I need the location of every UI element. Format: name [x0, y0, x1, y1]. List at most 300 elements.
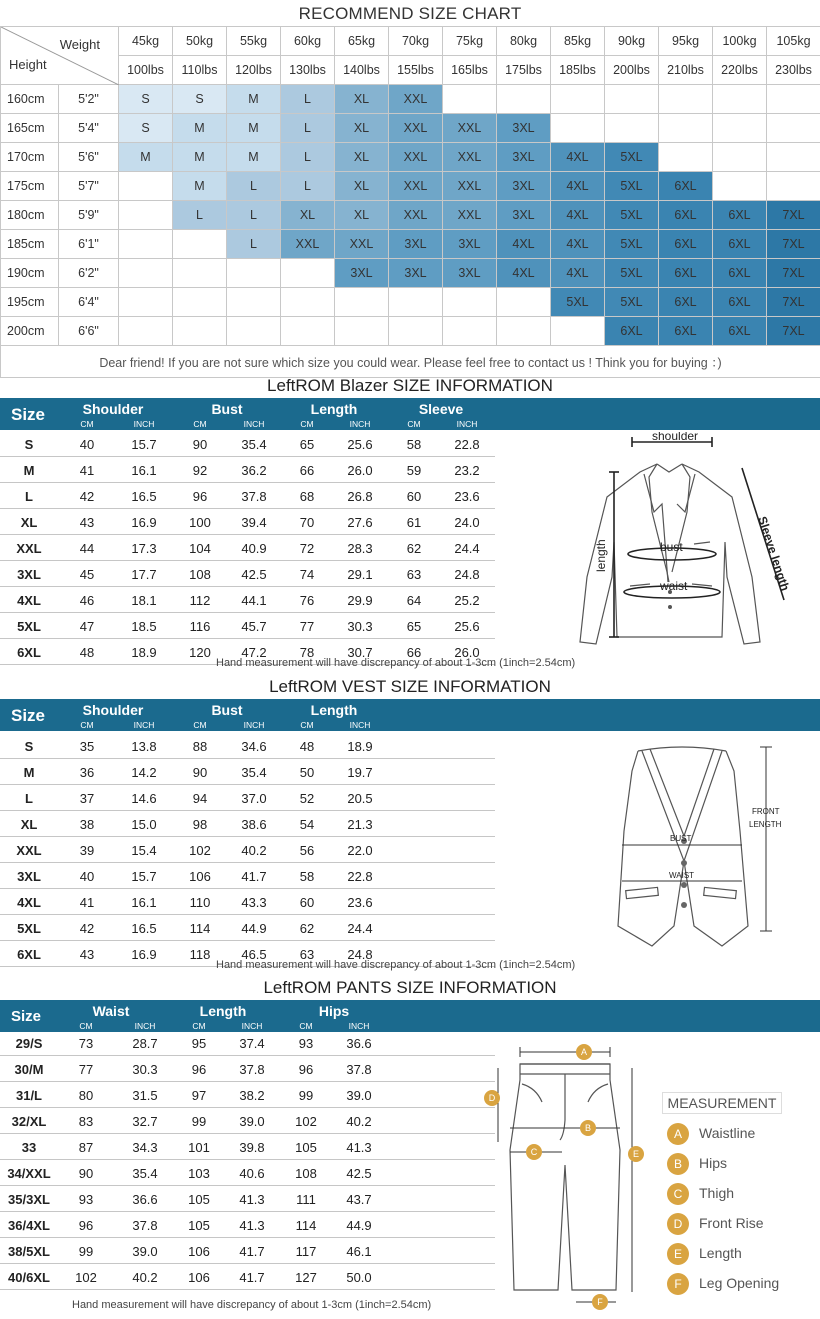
size-cell: [335, 317, 389, 346]
value-cell: 66: [406, 644, 422, 660]
size-cell: S: [119, 114, 173, 143]
value-cell: 24.4: [347, 920, 373, 936]
size-cell: XXL: [389, 172, 443, 201]
table-row: [0, 785, 495, 811]
pants-section: [0, 978, 820, 1319]
value-cell: 15.0: [131, 816, 157, 832]
size-label: 6XL: [17, 946, 41, 962]
value-cell: 39.0: [346, 1087, 372, 1103]
size-label: S: [24, 436, 34, 452]
value-cell: 37.0: [241, 790, 267, 806]
size-cell: [443, 85, 497, 114]
unit-inch: INCH: [133, 720, 155, 730]
table-row: [1, 259, 820, 288]
value-cell: 18.9: [347, 738, 373, 754]
value-cell: 72: [299, 540, 315, 556]
value-cell: 36.6: [132, 1191, 158, 1207]
weight-kg: 80kg: [497, 27, 551, 56]
vest-bust-label: BUST: [670, 834, 692, 843]
size-cell: XXL: [389, 114, 443, 143]
value-cell: 104: [189, 540, 211, 556]
value-cell: 90: [78, 1165, 94, 1181]
size-cell: [389, 288, 443, 317]
value-cell: 24.8: [347, 946, 373, 962]
value-cell: 42.5: [346, 1165, 372, 1181]
value-cell: 108: [295, 1165, 317, 1181]
value-cell: 60: [299, 894, 315, 910]
legend-label: Front Rise: [699, 1215, 764, 1231]
table-row: [0, 733, 495, 759]
table-row: [1, 288, 820, 317]
size-cell: [119, 317, 173, 346]
value-cell: 101: [188, 1139, 210, 1155]
height-cm: 190cm: [1, 259, 59, 288]
value-cell: 60: [406, 488, 422, 504]
size-label: L: [25, 790, 33, 806]
value-cell: 37.8: [132, 1217, 158, 1233]
table-row: [0, 863, 495, 889]
size-cell: XL: [335, 114, 389, 143]
size-cell: [227, 317, 281, 346]
value-cell: 16.1: [131, 462, 157, 478]
value-cell: 22.8: [347, 868, 373, 884]
size-cell: M: [227, 85, 281, 114]
size-cell: [281, 317, 335, 346]
size-cell: 4XL: [551, 259, 605, 288]
vest-note: Hand measurement will have discrepancy of about 1-3cm (1inch=2.54cm): [216, 959, 576, 971]
blazer-section: [0, 376, 820, 676]
size-cell: 5XL: [551, 288, 605, 317]
height-ft: 5'6": [59, 143, 119, 172]
table-row: [0, 509, 495, 535]
height-cm: 180cm: [1, 201, 59, 230]
weight-lbs: 155lbs: [389, 56, 443, 85]
value-cell: 61: [406, 514, 422, 530]
value-cell: 41: [79, 894, 95, 910]
header-row-lbs: [1, 56, 820, 85]
value-cell: 47.2: [241, 644, 267, 660]
size-cell: XXL: [443, 172, 497, 201]
height-cm: 170cm: [1, 143, 59, 172]
bust-label: bust: [660, 540, 683, 554]
value-cell: 40: [79, 868, 95, 884]
value-cell: 27.6: [347, 514, 373, 530]
size-header: Size: [11, 706, 46, 725]
value-cell: 39.0: [239, 1113, 265, 1129]
size-cell: [227, 288, 281, 317]
column-header: Sleeve: [418, 401, 464, 417]
value-cell: 39: [79, 842, 95, 858]
size-cell: 7XL: [767, 288, 820, 317]
legend-label: Thigh: [699, 1185, 735, 1201]
size-label: L: [25, 488, 33, 504]
size-cell: 3XL: [443, 259, 497, 288]
value-cell: 36.6: [346, 1035, 372, 1051]
size-label: 31/L: [15, 1087, 42, 1103]
value-cell: 77: [299, 618, 315, 634]
value-cell: 127: [295, 1269, 317, 1285]
pants-note: Hand measurement will have discrepancy of about 1-3cm (1inch=2.54cm): [72, 1299, 432, 1311]
value-cell: 23.6: [347, 894, 373, 910]
value-cell: 100: [189, 514, 211, 530]
vest-waist-label: WAIST: [669, 871, 695, 880]
weight-kg: 50kg: [173, 27, 227, 56]
value-cell: 96: [191, 1061, 207, 1077]
table-row: [1, 317, 820, 346]
value-cell: 106: [189, 868, 211, 884]
unit-inch: INCH: [241, 1021, 263, 1031]
unit-cm: CM: [407, 419, 421, 429]
value-cell: 108: [189, 566, 211, 582]
table-row: [0, 1160, 495, 1186]
size-cell: [767, 172, 820, 201]
size-label: 6XL: [17, 644, 41, 660]
value-cell: 117: [295, 1243, 317, 1259]
size-cell: 5XL: [605, 259, 659, 288]
value-cell: 26.0: [347, 462, 373, 478]
unit-cm: CM: [299, 1021, 313, 1031]
size-cell: XXL: [443, 201, 497, 230]
value-cell: 64: [406, 592, 422, 608]
value-cell: 39.0: [132, 1243, 158, 1259]
value-cell: 65: [406, 618, 422, 634]
legend-badge: C: [667, 1183, 689, 1205]
size-label: 5XL: [17, 920, 41, 936]
value-cell: 37: [79, 790, 95, 806]
sleeve-length-label: Sleeve length: [755, 514, 793, 593]
value-cell: 43: [79, 946, 95, 962]
size-label: 36/4XL: [8, 1217, 50, 1233]
table-row: [0, 1082, 495, 1108]
size-cell: [659, 143, 713, 172]
unit-cm: CM: [193, 720, 207, 730]
height-ft: 5'9": [59, 201, 119, 230]
size-label: XL: [20, 816, 38, 832]
size-cell: 3XL: [497, 172, 551, 201]
size-cell: 6XL: [659, 230, 713, 259]
height-label: Height: [9, 57, 47, 72]
size-cell: XL: [281, 201, 335, 230]
value-cell: 24.0: [454, 514, 480, 530]
waist-label: waist: [660, 579, 688, 593]
size-label: 40/6XL: [8, 1269, 50, 1285]
value-cell: 90: [192, 764, 208, 780]
value-cell: 24.4: [454, 540, 480, 556]
value-cell: 102: [189, 842, 211, 858]
value-cell: 37.8: [346, 1061, 372, 1077]
column-header: Length: [310, 401, 358, 417]
value-cell: 96: [78, 1217, 94, 1233]
size-cell: L: [281, 172, 335, 201]
value-cell: 26.8: [347, 488, 373, 504]
badge-d: D: [488, 1093, 496, 1103]
column-header: Bust: [211, 702, 243, 718]
value-cell: 98: [192, 816, 208, 832]
value-cell: 17.7: [131, 566, 157, 582]
weight-kg: 105kg: [767, 27, 820, 56]
unit-cm: CM: [300, 720, 314, 730]
size-cell: XXL: [389, 85, 443, 114]
value-cell: 43: [79, 514, 95, 530]
value-cell: 97: [191, 1087, 207, 1103]
value-cell: 59: [406, 462, 422, 478]
value-cell: 96: [192, 488, 208, 504]
size-label: 32/XL: [11, 1113, 47, 1129]
value-cell: 41.3: [239, 1217, 265, 1233]
value-cell: 44: [79, 540, 95, 556]
size-cell: 6XL: [713, 317, 767, 346]
size-cell: [443, 288, 497, 317]
table-row: [0, 431, 495, 457]
value-cell: 26.0: [454, 644, 480, 660]
value-cell: 40: [79, 436, 95, 452]
value-cell: 76: [299, 592, 315, 608]
size-cell: 3XL: [497, 143, 551, 172]
badge-a: A: [580, 1047, 588, 1057]
value-cell: 44.9: [346, 1217, 372, 1233]
height-ft: 5'7": [59, 172, 119, 201]
size-cell: [551, 85, 605, 114]
size-cell: XL: [335, 201, 389, 230]
size-cell: [443, 317, 497, 346]
value-cell: 36.2: [241, 462, 267, 478]
value-cell: 105: [188, 1191, 210, 1207]
value-cell: 46.1: [346, 1243, 372, 1259]
pants-header-bar: [0, 1000, 820, 1032]
table-row: [0, 759, 495, 785]
value-cell: 37.4: [239, 1035, 265, 1051]
value-cell: 52: [299, 790, 315, 806]
size-cell: 3XL: [389, 230, 443, 259]
weight-kg: 95kg: [659, 27, 713, 56]
size-cell: S: [173, 85, 227, 114]
unit-inch: INCH: [243, 419, 265, 429]
table-row: [0, 1238, 495, 1264]
badge-f: F: [597, 1297, 603, 1307]
value-cell: 40.2: [346, 1113, 372, 1129]
value-cell: 114: [295, 1217, 317, 1233]
value-cell: 68: [299, 488, 315, 504]
size-label: XXL: [16, 540, 42, 556]
legend-label: Leg Opening: [699, 1275, 780, 1291]
size-cell: L: [227, 172, 281, 201]
value-cell: 45: [79, 566, 95, 582]
table-row: [0, 915, 495, 941]
value-cell: 13.8: [131, 738, 157, 754]
size-label: 38/5XL: [8, 1243, 50, 1259]
legend-badge: E: [667, 1243, 689, 1265]
value-cell: 16.1: [131, 894, 157, 910]
table-row: [1, 201, 820, 230]
height-ft: 6'6": [59, 317, 119, 346]
size-cell: M: [173, 143, 227, 172]
table-row: [1, 114, 820, 143]
size-cell: 6XL: [605, 317, 659, 346]
size-cell: L: [281, 143, 335, 172]
value-cell: 21.3: [347, 816, 373, 832]
value-cell: 83: [78, 1113, 94, 1129]
unit-cm: CM: [79, 1021, 93, 1031]
value-cell: 41.7: [239, 1243, 265, 1259]
size-cell: [497, 85, 551, 114]
height-cm: 165cm: [1, 114, 59, 143]
size-cell: [173, 230, 227, 259]
length-label: length: [594, 539, 608, 572]
value-cell: 37.8: [239, 1061, 265, 1077]
unit-cm: CM: [300, 419, 314, 429]
table-row: [0, 613, 495, 639]
value-cell: 112: [189, 592, 211, 608]
size-cell: 6XL: [713, 201, 767, 230]
value-cell: 29.1: [347, 566, 373, 582]
badge-b: B: [584, 1123, 592, 1133]
legend-label: Length: [699, 1245, 742, 1261]
value-cell: 93: [298, 1035, 314, 1051]
value-cell: 23.2: [454, 462, 480, 478]
value-cell: 46: [79, 592, 95, 608]
weight-kg: 85kg: [551, 27, 605, 56]
unit-inch: INCH: [348, 1021, 370, 1031]
value-cell: 38: [79, 816, 95, 832]
weight-lbs: 130lbs: [281, 56, 335, 85]
column-header: Waist: [92, 1003, 130, 1019]
value-cell: 14.2: [131, 764, 157, 780]
value-cell: 77: [78, 1061, 94, 1077]
size-cell: [767, 85, 820, 114]
size-cell: [173, 317, 227, 346]
value-cell: 78: [299, 644, 315, 660]
value-cell: 34.3: [132, 1139, 158, 1155]
value-cell: 28.3: [347, 540, 373, 556]
size-label: 4XL: [17, 894, 41, 910]
value-cell: 25.2: [454, 592, 480, 608]
value-cell: 36: [79, 764, 95, 780]
size-cell: [119, 288, 173, 317]
size-cell: [767, 114, 820, 143]
size-header: Size: [11, 405, 46, 424]
column-header: Bust: [211, 401, 243, 417]
size-cell: XXL: [443, 114, 497, 143]
vest-length-label: LENGTH: [749, 820, 782, 829]
value-cell: 23.6: [454, 488, 480, 504]
unit-inch: INCH: [133, 419, 155, 429]
size-cell: [173, 259, 227, 288]
value-cell: 111: [296, 1191, 316, 1207]
recommend-note: Dear friend! If you are not sure which size you could wear. Please feel free to contact us ! Think you for buying ：): [1, 346, 820, 378]
value-cell: 32.7: [132, 1113, 158, 1129]
size-cell: XXL: [335, 230, 389, 259]
weight-lbs: 210lbs: [659, 56, 713, 85]
column-header: Shoulder: [82, 702, 144, 718]
value-cell: 66: [299, 462, 315, 478]
size-label: XXL: [16, 842, 42, 858]
size-cell: [713, 172, 767, 201]
size-cell: 4XL: [497, 259, 551, 288]
unit-cm: CM: [80, 419, 94, 429]
size-label: XL: [20, 514, 38, 530]
size-cell: L: [281, 85, 335, 114]
size-header: Size: [11, 1008, 42, 1025]
value-cell: 94: [192, 790, 208, 806]
weight-lbs: 120lbs: [227, 56, 281, 85]
table-row: [0, 1186, 495, 1212]
size-cell: 7XL: [767, 230, 820, 259]
size-cell: XXL: [389, 143, 443, 172]
height-ft: 5'4": [59, 114, 119, 143]
size-cell: 6XL: [659, 317, 713, 346]
unit-inch: INCH: [349, 720, 371, 730]
measurement-title: MEASUREMENT: [662, 1092, 782, 1114]
size-cell: M: [227, 114, 281, 143]
size-label: 33: [21, 1139, 37, 1155]
table-row: [0, 587, 495, 613]
value-cell: 102: [295, 1113, 317, 1129]
weight-lbs: 230lbs: [767, 56, 820, 85]
value-cell: 22.0: [347, 842, 373, 858]
value-cell: 38.2: [239, 1087, 265, 1103]
size-cell: [659, 85, 713, 114]
size-cell: 5XL: [605, 288, 659, 317]
legend-label: Waistline: [699, 1125, 756, 1141]
value-cell: 17.3: [131, 540, 157, 556]
value-cell: 16.9: [131, 514, 157, 530]
value-cell: 92: [192, 462, 208, 478]
size-cell: [767, 143, 820, 172]
value-cell: 19.7: [347, 764, 373, 780]
size-cell: [713, 143, 767, 172]
value-cell: 31.5: [132, 1087, 158, 1103]
shoulder-label: shoulder: [652, 432, 699, 443]
unit-cm: CM: [80, 720, 94, 730]
vest-front-label: FRONT: [752, 807, 780, 816]
size-label: 3XL: [17, 868, 41, 884]
size-cell: [713, 114, 767, 143]
legend-badge: A: [667, 1123, 689, 1145]
value-cell: 16.5: [131, 488, 157, 504]
size-cell: 6XL: [659, 288, 713, 317]
value-cell: 116: [189, 618, 211, 634]
value-cell: 103: [188, 1165, 210, 1181]
value-cell: 99: [191, 1113, 207, 1129]
value-cell: 34.6: [241, 738, 267, 754]
size-label: 4XL: [17, 592, 41, 608]
vest-title: LeftROM VEST SIZE INFORMATION: [269, 677, 551, 696]
value-cell: 41.3: [239, 1191, 265, 1207]
size-cell: [119, 201, 173, 230]
value-cell: 24.8: [454, 566, 480, 582]
legend-badge: D: [667, 1213, 689, 1235]
height-cm: 160cm: [1, 85, 59, 114]
weight-kg: 60kg: [281, 27, 335, 56]
value-cell: 105: [295, 1139, 317, 1155]
pants-diagram: [480, 1040, 660, 1310]
size-cell: [713, 85, 767, 114]
size-cell: XL: [335, 85, 389, 114]
size-cell: L: [227, 230, 281, 259]
size-cell: XL: [335, 172, 389, 201]
corner-cell: [1, 27, 119, 85]
weight-lbs: 200lbs: [605, 56, 659, 85]
value-cell: 35.4: [132, 1165, 158, 1181]
weight-kg: 70kg: [389, 27, 443, 56]
weight-label: Weight: [59, 37, 100, 52]
weight-lbs: 185lbs: [551, 56, 605, 85]
value-cell: 28.7: [132, 1035, 158, 1051]
value-cell: 40.2: [132, 1269, 158, 1285]
recommend-title: RECOMMEND SIZE CHART: [298, 4, 522, 23]
size-label: 29/S: [15, 1035, 43, 1051]
blazer-diagram: [572, 432, 802, 654]
